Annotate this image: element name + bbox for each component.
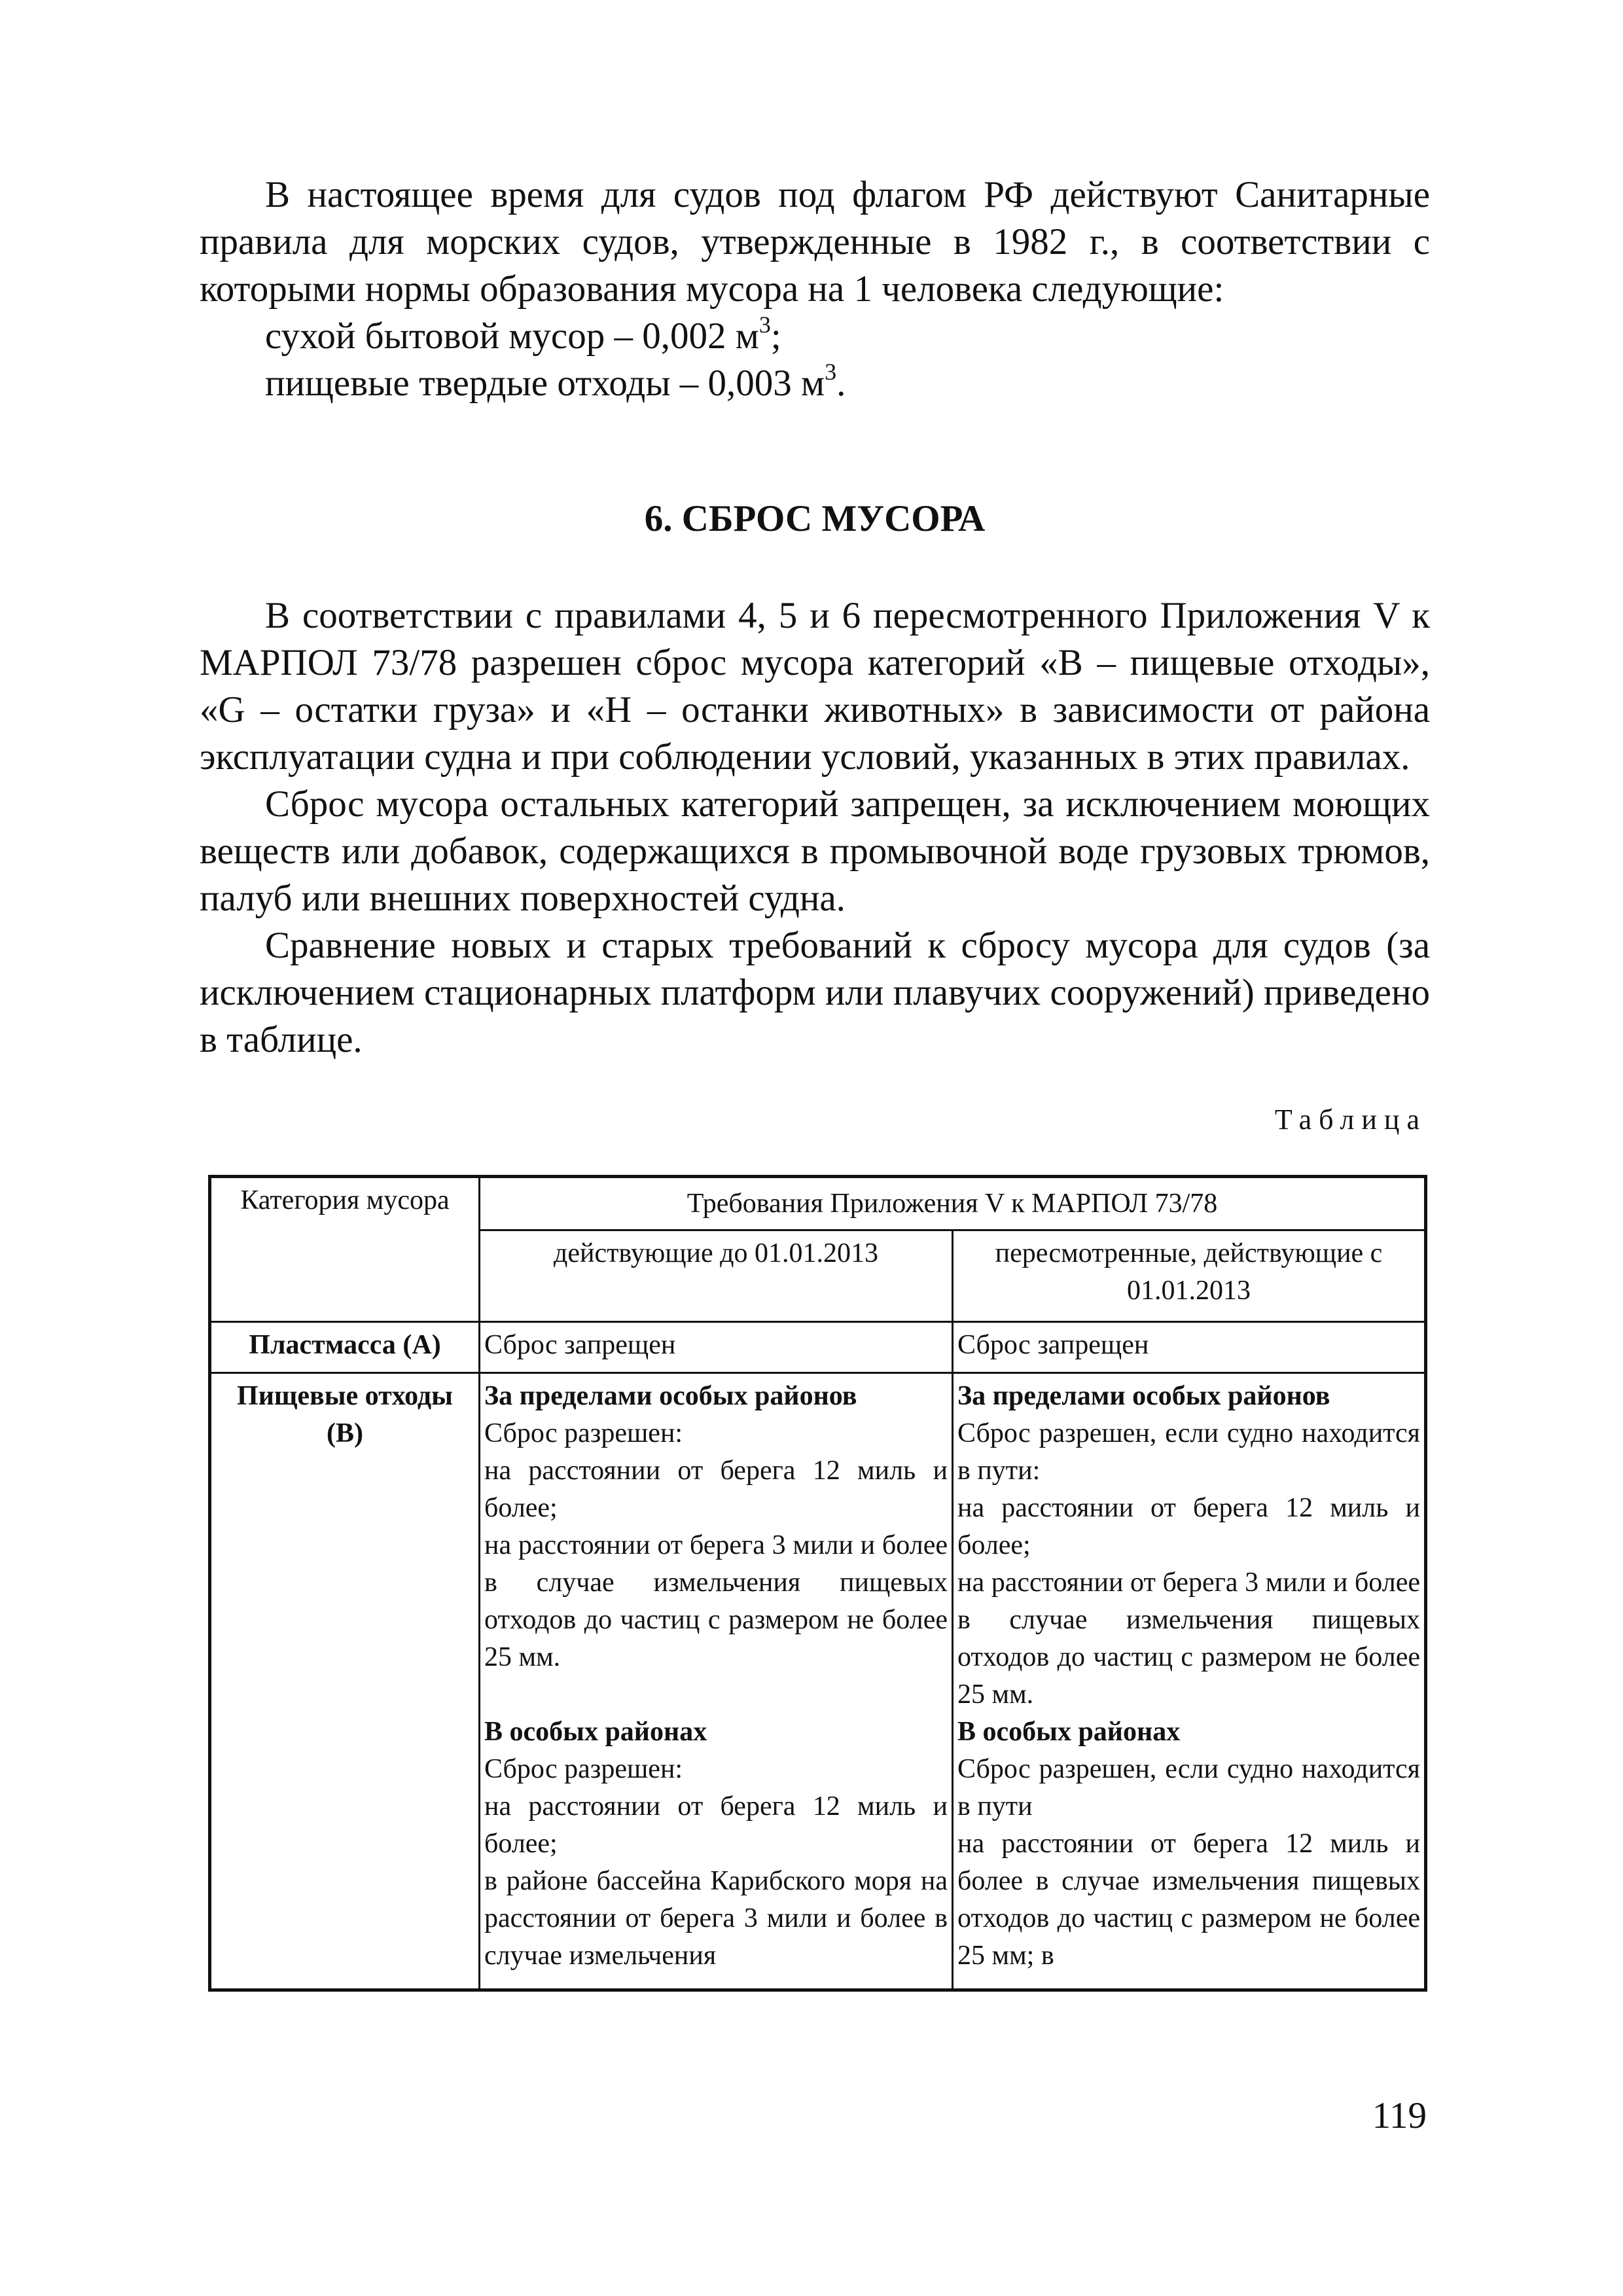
new-outside-special-areas-heading: За пределами особых районов xyxy=(957,1381,1330,1411)
norm-item-dry-waste-text: сухой бытовой мусор – 0,002 м xyxy=(265,315,759,357)
header-requirements: Требования Приложения V к МАРПОЛ 73/78 xyxy=(480,1177,1426,1230)
requirements-table xyxy=(208,1175,1427,1992)
table-row xyxy=(210,1373,1426,1990)
norm-item-food-waste-unit-power: 3 xyxy=(825,359,837,385)
row-old-requirement: Сброс запрещен xyxy=(480,1322,953,1373)
old-special-areas-heading: В особых районах xyxy=(484,1717,707,1747)
new-special-areas-heading: В особых районах xyxy=(957,1717,1181,1747)
old-outside-special-areas-text: Сброс разрешен: на расстоянии от берега 12 миль и более; на расстоянии от берега 3 мили и более в случае измельчения пищевых отходов до частиц с размером не более 25 мм. xyxy=(484,1418,948,1672)
header-new-requirements: пересмотренные, действующие с 01.01.2013 xyxy=(953,1230,1426,1322)
new-special-areas-text: Сброс разрешен, если судно находится в пути на расстоянии от берега 12 миль и более в случае измельчения пищевых отходов до частиц с размером не более 25 мм; в xyxy=(957,1754,1420,1971)
intro-block xyxy=(200,171,1430,407)
new-outside-special-areas-text: Сброс разрешен, если судно находится в пути: на расстоянии от берега 12 миль и более; на расстоянии от берега 3 мили и более в случае измельчения пищевых отходов до частиц с размером не более 25 мм. xyxy=(957,1418,1420,1710)
row-new-requirement: Сброс запрещен xyxy=(953,1322,1426,1373)
section-heading: 6. СБРОС МУСОРА xyxy=(644,498,986,539)
section-body xyxy=(200,592,1430,1064)
norm-item-dry-waste-unit-power: 3 xyxy=(758,312,771,338)
header-category: Категория мусора xyxy=(210,1177,480,1322)
table-caption: Таблица xyxy=(1274,1103,1427,1136)
row-category: Пластмасса (A) xyxy=(210,1322,480,1373)
norm-item-food-waste-end: . xyxy=(836,363,846,404)
old-special-areas-text: Сброс разрешен: на расстоянии от берега 12 миль и более; в районе бассейна Карибского моря на расстоянии от берега 3 мили и более в случае измельчения xyxy=(484,1754,948,1971)
body-paragraph-2: Сброс мусора остальных категорий запрещен, за исключением моющих веществ или добавок, содержащихся в промывочной воде грузовых трюмов, палуб или внешних поверхностей судна. xyxy=(200,783,1430,919)
row-old-requirement xyxy=(480,1373,953,1990)
page-number: 119 xyxy=(1372,2095,1427,2136)
intro-paragraph: В настоящее время для судов под флагом РФ действуют Санитарные правила для морских судов, утвержденные в 1982 г., в соответствии с которыми нормы образования мусора на 1 человека следующие: xyxy=(200,174,1430,310)
old-outside-special-areas-heading: За пределами особых районов xyxy=(484,1381,857,1411)
norm-item-food-waste xyxy=(200,360,1430,407)
norm-item-food-waste-text: пищевые твердые отходы – 0,003 м xyxy=(265,363,825,404)
table-row xyxy=(210,1322,1426,1373)
body-paragraph-3: Сравнение новых и старых требований к сбросу мусора для судов (за исключением стационарных платформ или плавучих сооружений) приведено в таблице. xyxy=(200,925,1430,1060)
body-paragraph-1: В соответствии с правилами 4, 5 и 6 пересмотренного Приложения V к МАРПОЛ 73/78 разрешен сброс мусора категорий «B – пищевые отходы», «G – остатки груза» и «H – останки животных» в зависимости от района эксплуатации судна и при соблюдении условий, указанных в этих правилах. xyxy=(200,595,1430,778)
table-header-row xyxy=(210,1177,1426,1230)
row-new-requirement xyxy=(953,1373,1426,1990)
cell-spacer xyxy=(484,1676,948,1713)
norm-item-dry-waste xyxy=(200,313,1430,360)
norm-item-dry-waste-end: ; xyxy=(770,315,781,357)
row-category: Пищевые отходы (B) xyxy=(210,1373,480,1990)
header-old-requirements: действующие до 01.01.2013 xyxy=(480,1230,953,1322)
